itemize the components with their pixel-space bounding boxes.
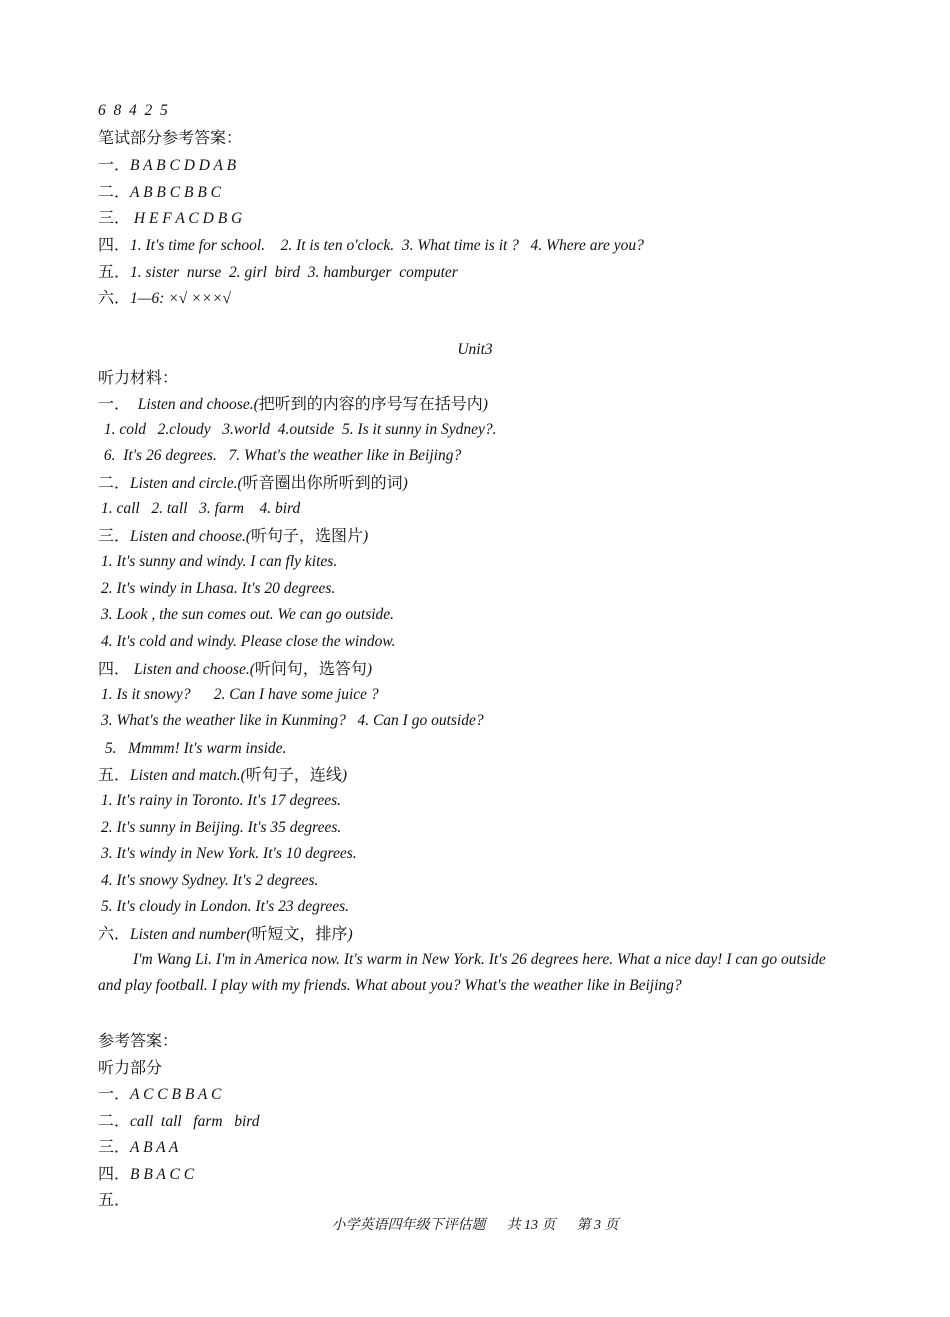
listening-item: 5. It's cloudy in London. It's 23 degrees. [101,898,349,915]
section-number: 五． [98,1190,131,1209]
answer-text: A B A A [130,1139,179,1156]
answer-text: 1. sister nurse 2. girl bird 3. hamburger computer [130,264,458,281]
section-3-heading [98,526,368,547]
section-2-heading [98,473,408,494]
instruction-cn: 听音圈出你所听到的词 [242,473,403,492]
written-answer-5 [98,262,458,283]
written-answer-1 [98,155,236,176]
listening-item: 5. Mmmm! It's warm inside. [101,740,287,757]
passage-line: I'm Wang Li. I'm in America now. It's warm in New York. It's 26 degrees here. What a nice day! I can go outside [133,951,826,968]
passage-line: and play football. I play with my friends. What about you? What's the weather like in Beijing? [98,977,682,994]
section-number: 五． [98,765,131,784]
instruction-cn: 把听到的内容的序号写在括号内 [258,394,483,413]
instruction-cn: 听问句，选答句 [254,659,367,678]
listening-item: 1. It's rainy in Toronto. It's 17 degrees. [101,792,341,809]
answer-text: A B B C B B C [130,184,222,201]
section-number: 一． [98,1084,131,1103]
section-number: 五． [98,262,131,281]
section-number: 三． [98,1137,131,1156]
section-6-heading [98,924,353,945]
instruction-close: ) [341,767,348,784]
listening-answer-5 [98,1190,130,1211]
instruction-en: Listen and circle.( [130,475,243,492]
listening-item: 4. It's cold and windy. Please close the window. [101,633,396,650]
written-answer-2 [98,182,221,203]
instruction-en: Listen and choose.( [130,396,259,413]
listening-item: 2. It's sunny in Beijing. It's 35 degrees. [101,819,342,836]
page-footer: 小学英语四年级下评估题 共 13 页 第 3 页 [331,1218,619,1233]
section-number: 二． [98,473,131,492]
written-answer-3 [98,208,242,229]
answer-text: 1. It's time for school. 2. It is ten o'clock. 3. What time is it ? 4. Where are you? [130,237,644,254]
answer-text: call tall farm bird [130,1113,260,1130]
written-answers-heading: 笔试部分参考答案： [98,128,243,147]
previous-answers-line: 6 8 4 2 5 [98,102,168,119]
section-number: 六． [98,288,131,307]
written-answer-6 [98,288,231,309]
listening-part-heading: 听力部分 [98,1058,163,1077]
instruction-close: ) [402,475,408,492]
section-1-heading [98,394,488,415]
listening-answer-2 [98,1111,259,1132]
section-number: 一． [98,155,131,174]
answer-text: H E F A C D B G [130,210,243,227]
section-number: 四． [98,1164,131,1183]
listening-item: 1. Is it snowy? 2. Can I have some juice ? [101,686,379,703]
listening-item: 3. Look , the sun comes out. We can go outside. [101,606,395,623]
listening-material-heading: 听力材料： [98,368,179,387]
instruction-en: Listen and match.( [130,767,246,784]
listening-item: 3. What's the weather like in Kunming? 4. Can I go outside? [101,712,484,729]
instruction-en: Listen and choose.( [130,528,251,545]
answer-text: B A B C D D A B [130,157,237,174]
instruction-cn: 听短文，排序 [251,924,348,943]
listening-item: 6. It's 26 degrees. 7. What's the weather like in Beijing? [100,447,462,464]
listening-answer-4 [98,1164,194,1185]
listening-item: 2. It's windy in Lhasa. It's 20 degrees. [101,580,336,597]
section-number: 四． [98,235,131,254]
reference-answers-heading: 参考答案： [98,1031,179,1050]
instruction-close: ) [363,528,369,545]
section-number: 一． [98,394,131,413]
unit-title: Unit3 [457,341,493,358]
instruction-en: Listen and choose.( [130,661,255,678]
instruction-close: ) [347,926,353,943]
section-4-heading [98,659,372,680]
section-number: 六． [98,924,131,943]
listening-item: 1. call 2. tall 3. farm 4. bird [101,500,301,517]
written-answer-4 [98,235,644,256]
instruction-close: ) [482,396,488,413]
listening-item: 3. It's windy in New York. It's 10 degrees. [101,845,357,862]
listening-item: 1. It's sunny and windy. I can fly kites. [101,553,338,570]
answer-text: A C C B B A C [130,1086,222,1103]
section-number: 三． [98,526,131,545]
listening-item: 4. It's snowy Sydney. It's 2 degrees. [101,872,319,889]
listening-answer-3 [98,1137,178,1158]
listening-item: 1. cold 2.cloudy 3.world 4.outside 5. Is it sunny in Sydney?. [100,421,497,438]
section-number: 三． [98,208,131,227]
answer-text: B B A C C [130,1166,195,1183]
section-5-heading [98,765,347,786]
instruction-cn: 听句子，连线 [245,765,342,784]
listening-answer-1 [98,1084,221,1105]
instruction-en: Listen and number( [130,926,252,943]
instruction-close: ) [366,661,373,678]
section-number: 二． [98,1111,131,1130]
section-number: 二． [98,182,131,201]
section-number: 四． [98,659,131,678]
answer-text: 1—6: ×√ ×××√ [130,290,232,307]
instruction-cn: 听句子，选图片 [251,526,364,545]
